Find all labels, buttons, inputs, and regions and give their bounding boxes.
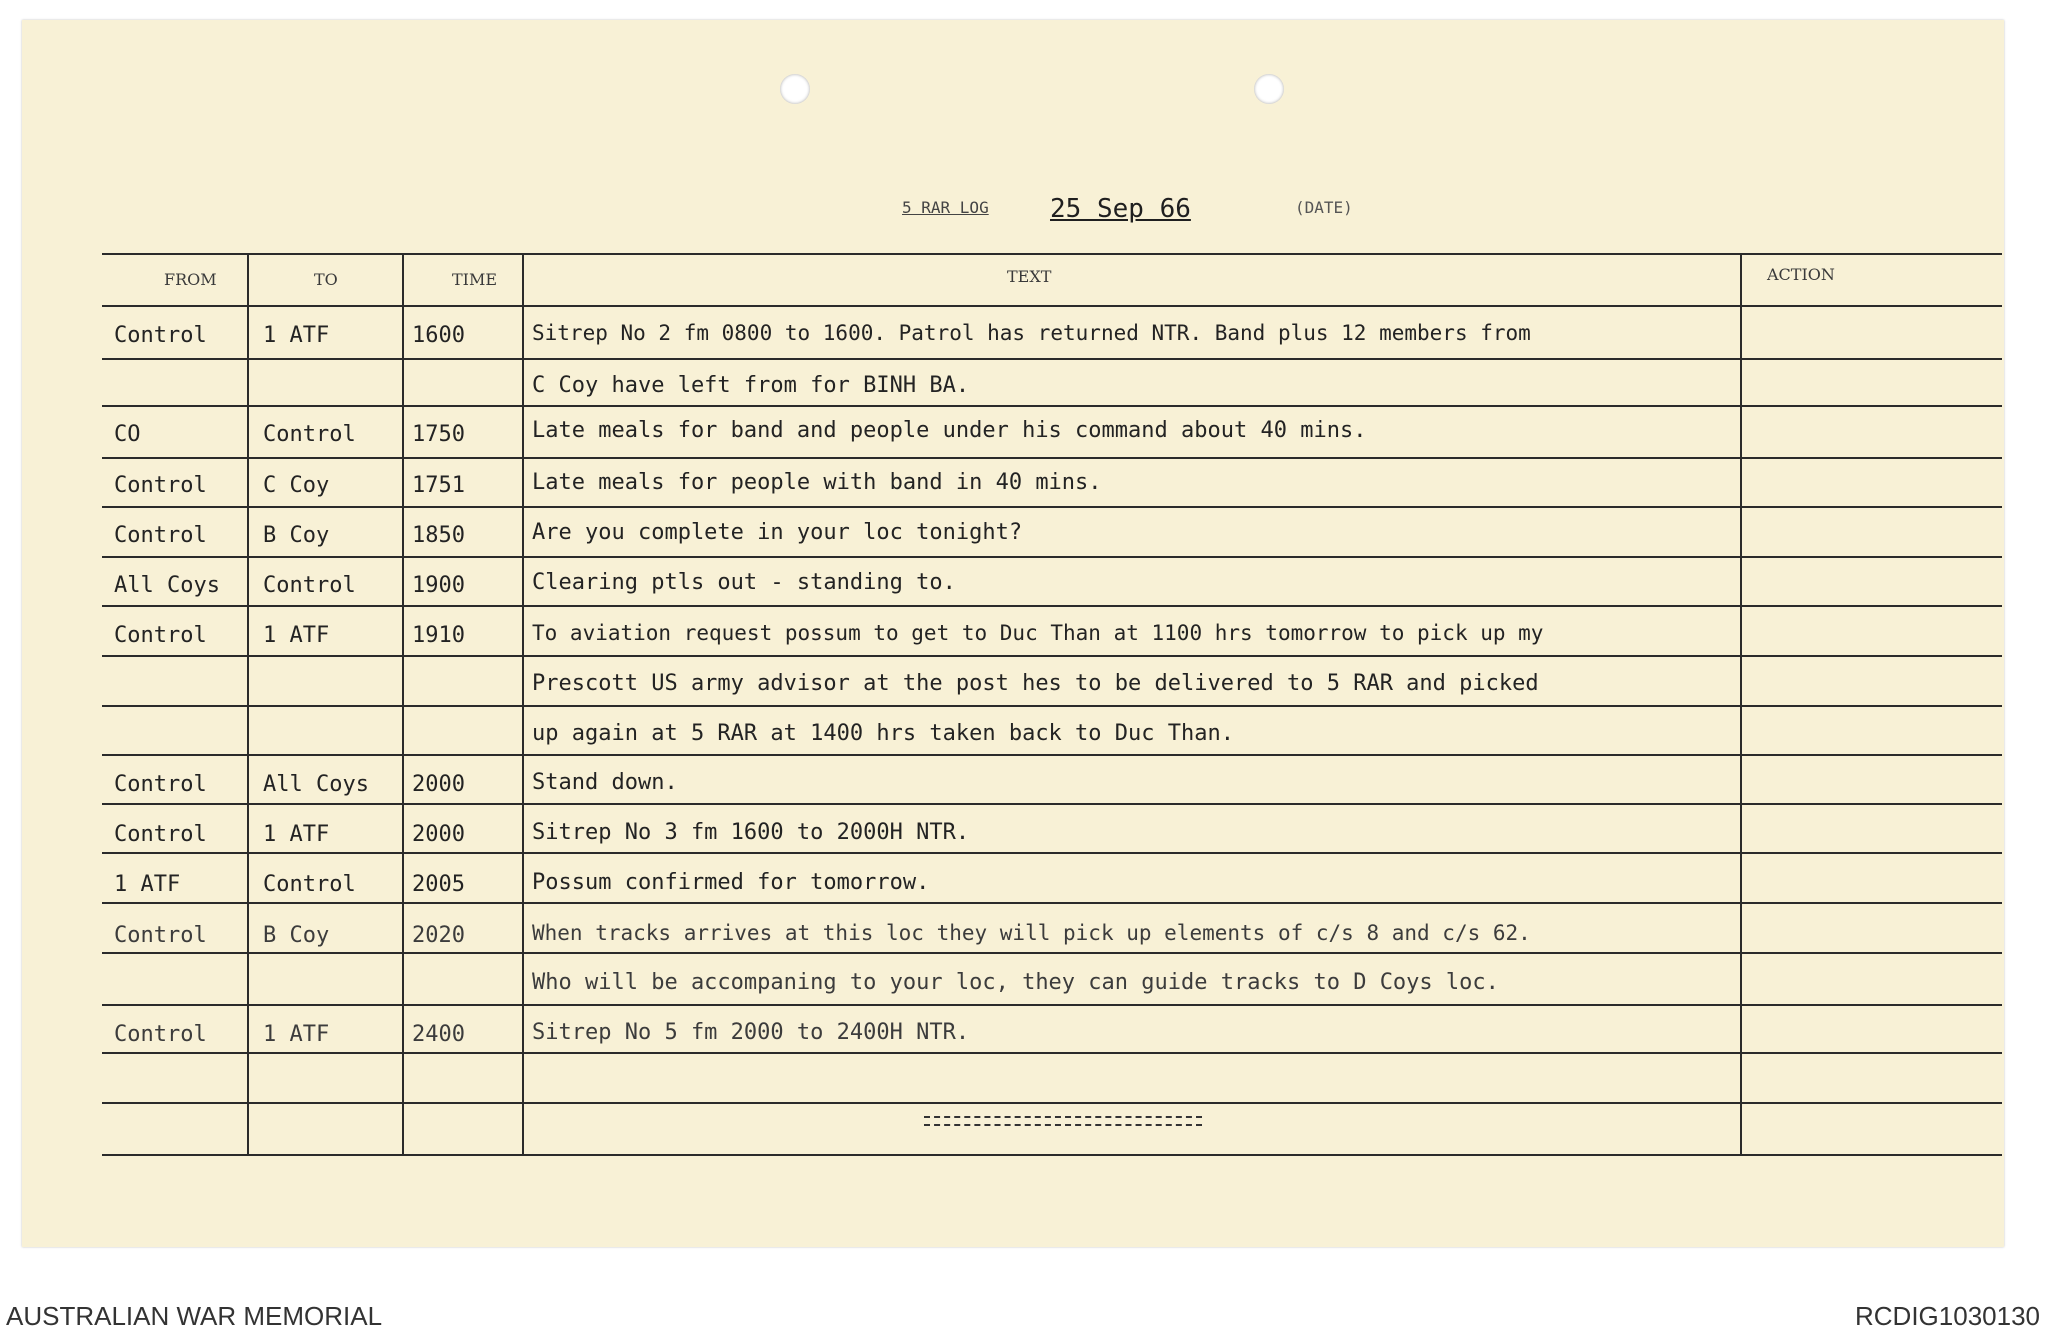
row-rule — [102, 405, 2002, 407]
cell-text: Prescott US army advisor at the post hes to be delivered to 5 RAR and picked — [532, 671, 1539, 696]
cell-from: Control — [114, 523, 207, 548]
cell-from: Control — [114, 623, 207, 648]
row-rule — [102, 952, 2002, 954]
cell-from: Control — [114, 323, 207, 348]
row-rule — [102, 1102, 2002, 1104]
cell-to: 1 ATF — [263, 822, 330, 847]
cell-to: Control — [263, 573, 356, 598]
col-divider-to — [402, 253, 404, 1154]
cell-text: Late meals for band and people under his command about 40 mins. — [532, 418, 1367, 443]
cell-time: 1751 — [412, 473, 465, 498]
header-bottom-rule — [102, 305, 2002, 307]
column-header-from: FROM — [164, 270, 217, 289]
col-divider-time — [522, 253, 524, 1154]
row-rule — [102, 803, 2002, 805]
cell-from: 1 ATF — [114, 872, 181, 897]
log-date: 25 Sep 66 — [1050, 194, 1191, 224]
cell-time: 1900 — [412, 573, 465, 598]
cell-text: C Coy have left from for BINH BA. — [532, 373, 970, 398]
row-rule — [102, 705, 2002, 707]
cell-time: 2000 — [412, 772, 465, 797]
cell-text: Are you complete in your loc tonight? — [532, 520, 1023, 545]
archive-name: AUSTRALIAN WAR MEMORIAL — [6, 1301, 383, 1331]
row-rule — [102, 754, 2002, 756]
log-date-label: (DATE) — [1295, 198, 1353, 217]
cell-time: 2005 — [412, 872, 465, 897]
cell-to: B Coy — [263, 523, 330, 548]
row-rule — [102, 1004, 2002, 1006]
cell-to: Control — [263, 422, 356, 447]
cell-text: Clearing ptls out - standing to. — [532, 570, 956, 595]
cell-time: 2020 — [412, 923, 465, 948]
cell-time: 2400 — [412, 1022, 465, 1047]
cell-to: 1 ATF — [263, 623, 330, 648]
cell-text: up again at 5 RAR at 1400 hrs taken back to Duc Than. — [532, 721, 1234, 746]
cell-text: Sitrep No 2 fm 0800 to 1600. Patrol has returned NTR. Band plus 12 members from — [532, 321, 1531, 345]
column-header-to: TO — [314, 270, 338, 289]
column-header-text: TEXT — [1007, 267, 1052, 286]
cell-from: Control — [114, 923, 207, 948]
log-title: 5 RAR LOG — [902, 198, 989, 217]
end-of-log-rule — [924, 1116, 1202, 1126]
cell-time: 2000 — [412, 822, 465, 847]
cell-to: Control — [263, 872, 356, 897]
cell-to: 1 ATF — [263, 1022, 330, 1047]
cell-text: When tracks arrives at this loc they will pick up elements of c/s 8 and c/s 62. — [532, 921, 1531, 945]
row-rule — [102, 556, 2002, 558]
cell-to: C Coy — [263, 473, 330, 498]
cell-time: 1750 — [412, 422, 465, 447]
cell-from: Control — [114, 772, 207, 797]
row-rule — [102, 457, 2002, 459]
log-table — [22, 20, 2004, 1247]
cell-from: CO — [114, 422, 141, 447]
cell-text: Sitrep No 5 fm 2000 to 2400H NTR. — [532, 1020, 970, 1045]
cell-time: 1600 — [412, 323, 465, 348]
cell-text: To aviation request possum to get to Duc Than at 1100 hrs tomorrow to pick up my — [532, 621, 1544, 645]
row-rule — [102, 506, 2002, 508]
cell-text: Late meals for people with band in 40 mins. — [532, 470, 1102, 495]
cell-text: Who will be accompaning to your loc, they can guide tracks to D Coys loc. — [532, 970, 1499, 995]
cell-text: Stand down. — [532, 770, 678, 795]
cell-from: Control — [114, 1022, 207, 1047]
column-header-action: ACTION — [1767, 265, 1835, 284]
archive-footer — [0, 1297, 2048, 1337]
col-divider-text — [1740, 253, 1742, 1154]
row-rule — [102, 852, 2002, 854]
cell-from: All Coys — [114, 573, 220, 598]
cell-to: 1 ATF — [263, 323, 330, 348]
cell-text: Possum confirmed for tomorrow. — [532, 870, 930, 895]
cell-to: All Coys — [263, 772, 369, 797]
cell-from: Control — [114, 473, 207, 498]
row-rule — [102, 358, 2002, 360]
cell-time: 1850 — [412, 523, 465, 548]
row-rule — [102, 605, 2002, 607]
record-id: RCDIG1030130 — [1855, 1301, 2040, 1331]
column-header-time: TIME — [452, 270, 498, 289]
cell-time: 1910 — [412, 623, 465, 648]
cell-to: B Coy — [263, 923, 330, 948]
table-bottom-rule — [102, 1154, 2002, 1156]
cell-from: Control — [114, 822, 207, 847]
row-rule — [102, 655, 2002, 657]
table-top-rule — [102, 253, 2002, 255]
log-sheet — [22, 20, 2004, 1247]
row-rule — [102, 902, 2002, 904]
col-divider-from — [247, 253, 249, 1154]
row-rule — [102, 1052, 2002, 1054]
cell-text: Sitrep No 3 fm 1600 to 2000H NTR. — [532, 820, 970, 845]
